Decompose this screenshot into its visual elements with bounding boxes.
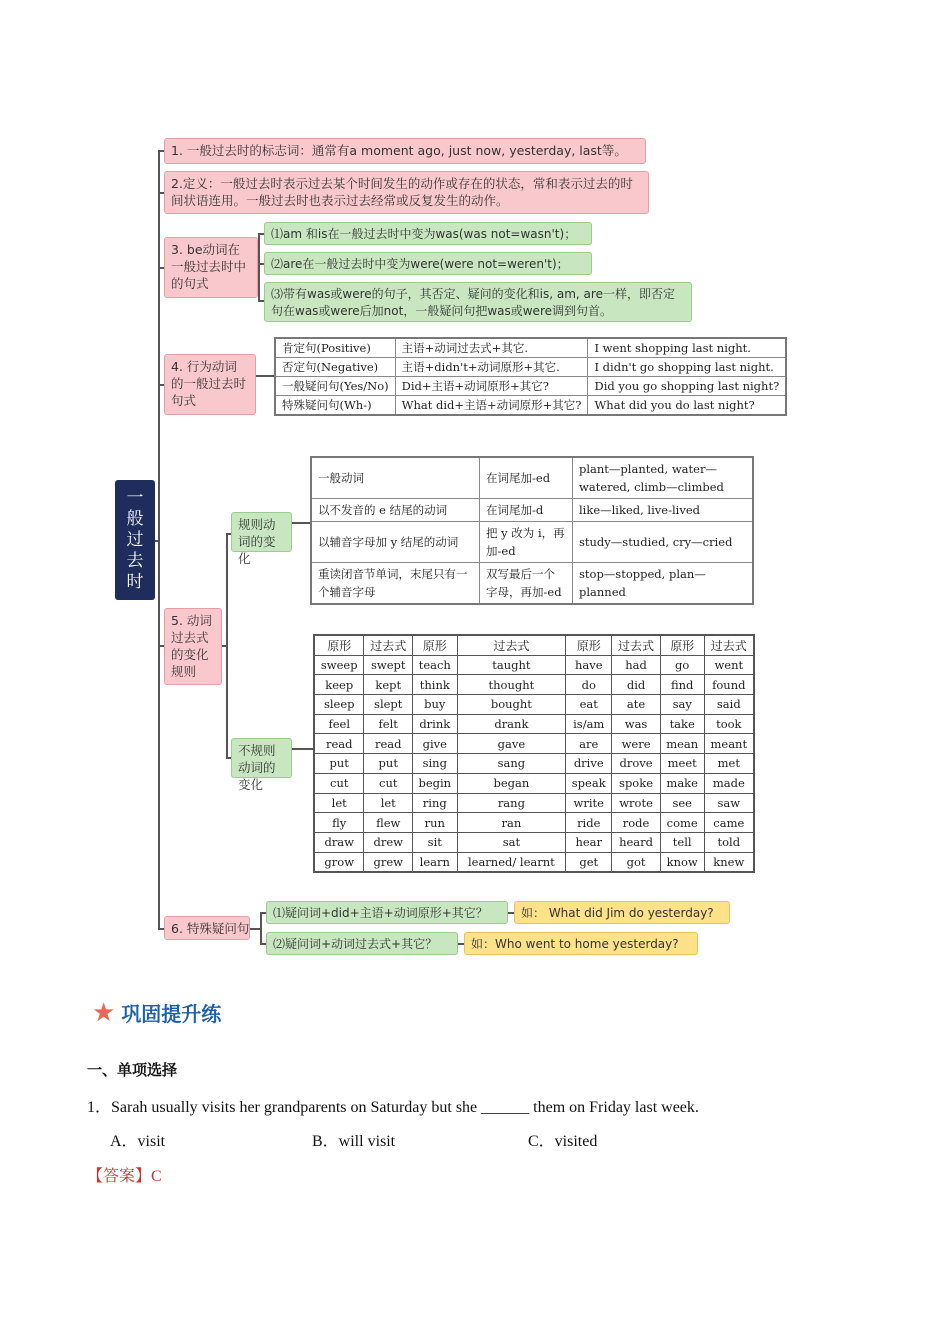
table-cell: wrote — [612, 793, 661, 813]
table-cell: 在词尾加-ed — [480, 457, 573, 499]
table-cell: like—liked, live-lived — [573, 499, 754, 522]
table-cell: 以不发音的 e 结尾的动词 — [311, 499, 480, 522]
table-cell: spoke — [612, 773, 661, 793]
column-header: 原形 — [660, 635, 704, 655]
table-row — [314, 675, 754, 695]
table-cell: stop—stopped, plan—planned — [573, 563, 754, 605]
table-cell: felt — [364, 714, 413, 734]
table-cell: draw — [314, 832, 364, 852]
table-row — [311, 499, 753, 522]
table-row — [311, 563, 753, 605]
table-cell: slept — [364, 695, 413, 715]
table-cell: is/am — [566, 714, 612, 734]
root-char: 过 — [126, 529, 144, 550]
table-cell: eat — [566, 695, 612, 715]
table-cell: meet — [660, 754, 704, 774]
table-cell: 把 y 改为 i，再加-ed — [480, 522, 573, 563]
table-cell: was — [612, 714, 661, 734]
table-cell: cut — [314, 773, 364, 793]
node-action-verb: 4. 行为动词的一般过去时句式 — [164, 354, 256, 415]
node-wh-question: 6. 特殊疑问句 — [164, 916, 250, 940]
table-cell: drink — [413, 714, 458, 734]
table-cell: say — [660, 695, 704, 715]
table-cell: see — [660, 793, 704, 813]
table-cell: taught — [457, 655, 566, 675]
table-cell: mean — [660, 734, 704, 754]
node-irregular-verbs: 不规则动词的变化 — [231, 738, 292, 778]
table-cell: come — [660, 813, 704, 833]
root-char: 一 — [126, 487, 144, 508]
table-cell: drew — [364, 832, 413, 852]
root-char: 去 — [126, 550, 144, 571]
table-cell: made — [704, 773, 754, 793]
table-cell: What did+主语+动词原形+其它? — [395, 396, 588, 416]
table-cell: saw — [704, 793, 754, 813]
node-be-verb: 3. be动词在一般过去时中的句式 — [164, 237, 258, 298]
root-char: 时 — [126, 571, 144, 592]
table-cell: began — [457, 773, 566, 793]
table-cell: give — [413, 734, 458, 754]
table-cell: sang — [457, 754, 566, 774]
table-cell: told — [704, 832, 754, 852]
table-cell: I went shopping last night. — [588, 338, 786, 358]
section-heading — [92, 998, 221, 1027]
table-cell: What did you do last night? — [588, 396, 786, 416]
table-cell: 特殊疑问句(Wh-) — [275, 396, 395, 416]
table-cell: found — [704, 675, 754, 695]
table-cell: cut — [364, 773, 413, 793]
table-cell: Did+主语+动词原形+其它? — [395, 377, 588, 396]
table-cell: put — [364, 754, 413, 774]
table-cell: 主语+动词过去式+其它. — [395, 338, 588, 358]
table-cell: fly — [314, 813, 364, 833]
branch-5b-table — [292, 748, 313, 750]
table-row — [314, 793, 754, 813]
table-cell: sleep — [314, 695, 364, 715]
action-verb-table — [274, 337, 787, 416]
table-cell: begin — [413, 773, 458, 793]
table-cell: grew — [364, 852, 413, 872]
table-cell: drove — [612, 754, 661, 774]
table-cell: kept — [364, 675, 413, 695]
table-cell: heard — [612, 832, 661, 852]
column-header: 原形 — [314, 635, 364, 655]
table-cell: run — [413, 813, 458, 833]
part-heading: 一、单项选择 — [87, 1061, 178, 1079]
table-cell: thought — [457, 675, 566, 695]
table-cell: meant — [704, 734, 754, 754]
table-cell: do — [566, 675, 612, 695]
question-1: 1．Sarah usually visits her grandparents on Saturday but she ______ them on Friday last week. — [87, 1099, 699, 1116]
table-cell: learned/ learnt — [457, 852, 566, 872]
branch-3-sub-line — [258, 233, 260, 301]
table-cell: drank — [457, 714, 566, 734]
table-cell: 一般动词 — [311, 457, 480, 499]
node-wh-past: ⑵疑问词+动词过去式+其它？ — [266, 932, 458, 955]
star-icon: ★ — [92, 997, 116, 1028]
table-cell: take — [660, 714, 704, 734]
table-cell: 重读闭音节单词，末尾只有一个辅音字母 — [311, 563, 480, 605]
table-cell: ate — [612, 695, 661, 715]
column-header: 原形 — [413, 635, 458, 655]
table-cell: sat — [457, 832, 566, 852]
node-definition: 2.定义：一般过去时表示过去某个时间发生的动作或存在的状态，常和表示过去的时间状语连用。一般过去时也表示过去经常或反复发生的动作。 — [164, 171, 649, 214]
table-cell: put — [314, 754, 364, 774]
table-cell: had — [612, 655, 661, 675]
option-a: A．visit — [110, 1133, 166, 1150]
column-header: 原形 — [566, 635, 612, 655]
table-cell: have — [566, 655, 612, 675]
section-title: 巩固提升练 — [121, 1002, 222, 1026]
root-char: 般 — [126, 508, 144, 529]
table-row — [314, 655, 754, 675]
answer-label: 【答案】C — [87, 1168, 162, 1185]
table-cell: sit — [413, 832, 458, 852]
table-cell: drive — [566, 754, 612, 774]
table-cell: plant—planted, water—watered, climb—climbed — [573, 457, 754, 499]
table-cell: study—studied, cry—cried — [573, 522, 754, 563]
table-cell: went — [704, 655, 754, 675]
table-cell: grow — [314, 852, 364, 872]
table-row — [311, 457, 753, 499]
table-cell: 以辅音字母加 y 结尾的动词 — [311, 522, 480, 563]
table-cell: took — [704, 714, 754, 734]
table-cell: 主语+didn't+动词原形+其它. — [395, 358, 588, 377]
table-cell: find — [660, 675, 704, 695]
table-cell: go — [660, 655, 704, 675]
table-cell: hear — [566, 832, 612, 852]
branch-6-sub-line — [260, 912, 262, 944]
table-cell: read — [314, 734, 364, 754]
table-cell: knew — [704, 852, 754, 872]
table-cell: teach — [413, 655, 458, 675]
regular-verb-table — [310, 456, 754, 605]
table-row — [314, 852, 754, 872]
table-cell: write — [566, 793, 612, 813]
table-cell: ring — [413, 793, 458, 813]
table-cell: rode — [612, 813, 661, 833]
branch-6-join — [250, 928, 260, 930]
table-row — [314, 754, 754, 774]
table-cell: sweep — [314, 655, 364, 675]
table-cell: 双写最后一个字母，再加-ed — [480, 563, 573, 605]
table-cell: did — [612, 675, 661, 695]
table-cell: Did you go shopping last night? — [588, 377, 786, 396]
table-cell: make — [660, 773, 704, 793]
table-cell: speak — [566, 773, 612, 793]
table-row — [314, 714, 754, 734]
node-wh-did: ⑴疑问词+did+主语+动词原形+其它？ — [266, 901, 508, 924]
node-verb-rules: 5. 动词过去式的变化规则 — [164, 608, 222, 685]
column-header: 过去式 — [612, 635, 661, 655]
table-cell: know — [660, 852, 704, 872]
table-row — [311, 522, 753, 563]
branch-5a-table — [292, 522, 310, 524]
mindmap-root — [115, 480, 155, 600]
table-cell: 肯定句(Positive) — [275, 338, 395, 358]
table-cell: 一般疑问句(Yes/No) — [275, 377, 395, 396]
column-header: 过去式 — [704, 635, 754, 655]
node-be-am-is: ⑴am 和is在一般过去时中变为was(was not=wasn't)； — [264, 222, 592, 245]
table-cell: sing — [413, 754, 458, 774]
table-row — [275, 338, 786, 358]
table-cell: buy — [413, 695, 458, 715]
table-row — [314, 734, 754, 754]
option-b: B．will visit — [312, 1133, 396, 1150]
node-regular-verbs: 规则动词的变化 — [231, 512, 292, 552]
branch-5-join — [222, 645, 227, 647]
table-cell: let — [314, 793, 364, 813]
column-header: 过去式 — [457, 635, 566, 655]
table-cell: swept — [364, 655, 413, 675]
node-wh-past-example: 如：Who went to home yesterday? — [464, 932, 698, 955]
table-cell: feel — [314, 714, 364, 734]
table-cell: said — [704, 695, 754, 715]
option-c: C．visited — [528, 1133, 598, 1150]
table-cell: met — [704, 754, 754, 774]
table-header-row — [314, 635, 754, 655]
table-row — [314, 813, 754, 833]
table-cell: ran — [457, 813, 566, 833]
table-cell: 在词尾加-d — [480, 499, 573, 522]
table-cell: think — [413, 675, 458, 695]
table-cell: came — [704, 813, 754, 833]
table-row — [314, 832, 754, 852]
table-row — [314, 695, 754, 715]
node-be-was-were: ⑶带有was或were的句子，其否定、疑问的变化和is, am, are一样，即否定句在was或were后加not，一般疑问句把was或were调到句首。 — [264, 282, 692, 322]
table-cell: flew — [364, 813, 413, 833]
table-cell: 否定句(Negative) — [275, 358, 395, 377]
table-cell: read — [364, 734, 413, 754]
table-cell: bought — [457, 695, 566, 715]
column-header: 过去式 — [364, 635, 413, 655]
table-cell: gave — [457, 734, 566, 754]
root-connector — [155, 540, 159, 542]
table-cell: rang — [457, 793, 566, 813]
table-cell: get — [566, 852, 612, 872]
irregular-verb-table — [313, 634, 755, 873]
node-wh-did-example: 如： What did Jim do yesterday? — [514, 901, 730, 924]
table-cell: keep — [314, 675, 364, 695]
table-cell: let — [364, 793, 413, 813]
table-cell: I didn't go shopping last night. — [588, 358, 786, 377]
branch-4-table — [256, 375, 274, 377]
table-row — [275, 377, 786, 396]
table-cell: are — [566, 734, 612, 754]
table-cell: ride — [566, 813, 612, 833]
table-cell: tell — [660, 832, 704, 852]
table-row — [275, 358, 786, 377]
node-signal-words: 1. 一般过去时的标志词：通常有a moment ago, just now, yesterday, last等。 — [164, 138, 646, 164]
table-cell: were — [612, 734, 661, 754]
table-row — [275, 396, 786, 416]
table-cell: got — [612, 852, 661, 872]
table-cell: learn — [413, 852, 458, 872]
node-be-are: ⑵are在一般过去时中变为were(were not=weren't)； — [264, 252, 592, 275]
table-row — [314, 773, 754, 793]
